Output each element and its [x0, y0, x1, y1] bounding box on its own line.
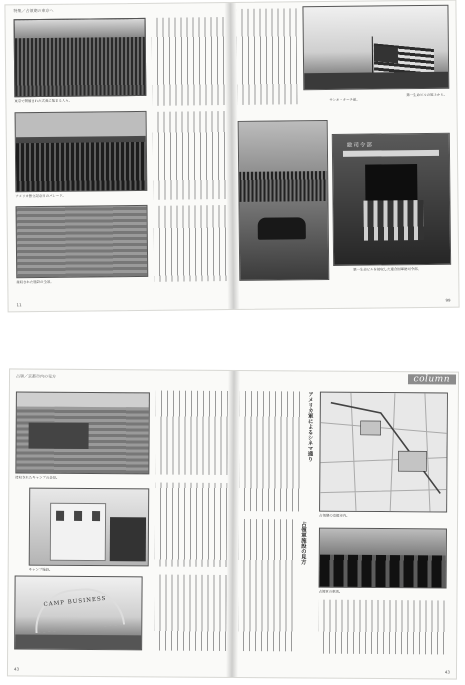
factory-photo-caption: 接収されたキャンプの全景。: [15, 475, 60, 480]
body-text-column-8: [239, 391, 302, 511]
map-drawing: [320, 393, 448, 513]
plaza-photo-caption: サンネ・キーチ前。: [329, 97, 360, 102]
right-page-bottom: [232, 371, 458, 679]
body-text-column-10: [318, 600, 446, 655]
hq-photo: [332, 133, 451, 266]
parade-photo: [15, 111, 148, 192]
body-text-column-4: [236, 8, 297, 105]
left-page-bottom: [8, 369, 234, 677]
running-header: 占領／京都市内の見方: [16, 373, 57, 379]
page-number: 11: [16, 302, 22, 308]
camp-building-photo: [29, 488, 150, 567]
crowd-photo: [14, 18, 147, 97]
body-text-column-3: [154, 205, 229, 282]
body-text-column-5: [155, 390, 228, 475]
right-page-top: [230, 1, 458, 309]
body-text-column-2: [153, 111, 228, 200]
body-text-column-7: [154, 574, 227, 651]
camp-gate-photo: [14, 575, 143, 650]
sub-head-1: アメリカ軍によるシネマ通り: [306, 391, 313, 462]
magazine-spread-bottom: [7, 368, 459, 679]
magazine-spread-top: [4, 0, 459, 312]
camp-building-caption: キャンプ施設。: [28, 567, 53, 572]
flag-canton: [374, 45, 398, 63]
page-number: 43: [13, 666, 20, 672]
map-caption: 占領期の京都市内。: [319, 513, 350, 518]
body-text-column-9: [238, 519, 295, 651]
gate-arch: [32, 585, 125, 634]
column-label: column: [408, 374, 457, 384]
page-number: 43: [444, 669, 450, 675]
spread-gutter: [226, 371, 240, 677]
flag-photo-caption: 第一生命ビルの屋上から。: [406, 92, 448, 98]
body-text-column-1: [152, 17, 227, 106]
hq-sign: 総司令部: [346, 142, 373, 149]
aerial-photo: [16, 205, 149, 278]
body-text-column-6: [155, 482, 228, 567]
factory-photo: [15, 391, 150, 474]
flag-photo: [302, 5, 449, 91]
running-header: 特集／占領期の東京へ: [13, 7, 54, 14]
parade-photo-caption: アメリカ独立記念日のパレード。: [15, 193, 66, 199]
hq-photo-caption: 第一生命ビルを接収した連合国軍総司令部。: [353, 267, 422, 272]
cars-photo-caption: 占領軍の車両。: [318, 589, 343, 594]
gate-sign: CAMP BUSINESS: [43, 595, 107, 608]
cars-photo: [319, 528, 447, 589]
page-number: 99: [445, 297, 451, 303]
left-page-top: [5, 3, 233, 311]
map-figure: [319, 392, 448, 513]
aerial-photo-caption: 接収された施設の全景。: [16, 279, 54, 285]
plaza-photo: [238, 120, 330, 281]
sub-head-2: 占領軍施設の見方: [299, 521, 307, 565]
crowd-photo-caption: 東京で開催された式典に集まる人々。: [14, 98, 73, 104]
